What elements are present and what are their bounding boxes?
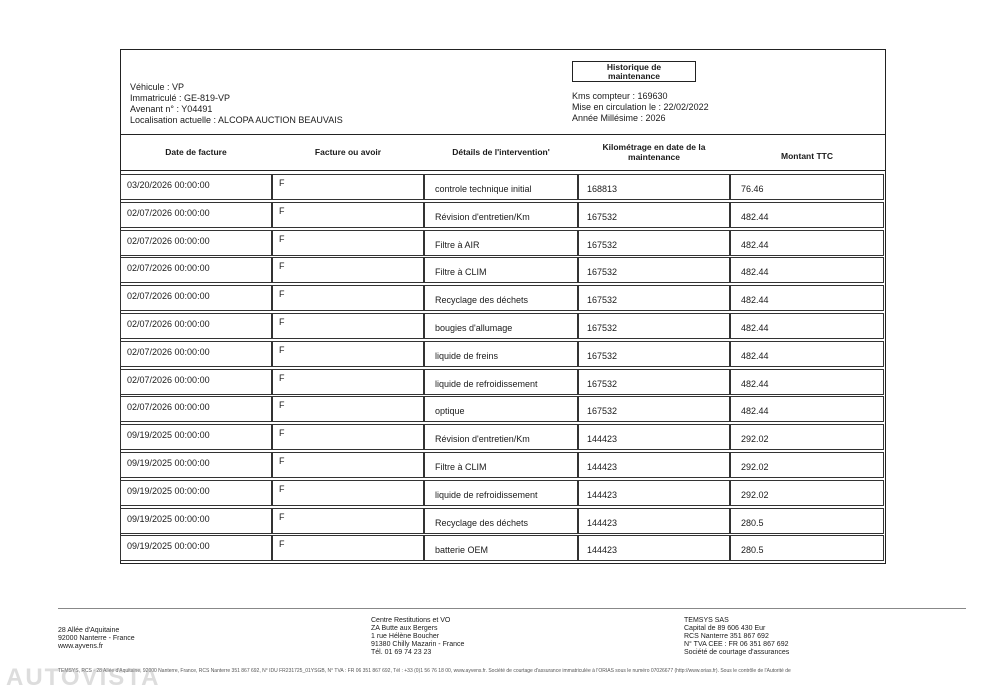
history-title-line2: maintenance bbox=[608, 71, 660, 81]
history-title-box bbox=[572, 61, 696, 82]
amount-cell-text: 292.02 bbox=[741, 462, 769, 472]
intervention-details-cell bbox=[424, 508, 578, 534]
invoice-type-cell bbox=[272, 341, 424, 367]
intervention-details-cell-text: Révision d'entretien/Km bbox=[435, 211, 530, 222]
invoice-date-cell-text: 02/07/2026 00:00:00 bbox=[127, 374, 210, 385]
mileage-cell bbox=[578, 202, 730, 228]
mileage-cell-text: 167532 bbox=[587, 323, 618, 333]
header-date: Date de facture bbox=[165, 147, 227, 157]
footer-right-line: RCS Nanterre 351 867 692 bbox=[684, 633, 769, 640]
amount-cell-text: 280.5 bbox=[741, 517, 764, 528]
table-row bbox=[120, 369, 886, 395]
invoice-date-cell bbox=[120, 257, 272, 283]
footer-right-line: N° TVA CEE : FR 06 351 867 692 bbox=[684, 641, 789, 648]
table-row bbox=[120, 535, 886, 561]
invoice-type-cell bbox=[272, 424, 424, 450]
intervention-details-cell bbox=[424, 257, 578, 283]
intervention-details-cell bbox=[424, 369, 578, 395]
invoice-type-cell-text: F bbox=[279, 205, 285, 216]
mileage-cell bbox=[578, 369, 730, 395]
mileage-cell-text: 167532 bbox=[587, 406, 618, 417]
footer-right-line: Société de courtage d'assurances bbox=[684, 649, 790, 656]
amount-cell-text: 482.44 bbox=[741, 211, 769, 222]
footer-divider bbox=[58, 608, 966, 609]
footer-address-center bbox=[371, 617, 464, 657]
invoice-type-cell-text: F bbox=[279, 400, 285, 411]
intervention-details-cell-text: batterie OEM bbox=[435, 545, 489, 556]
invoice-date-cell bbox=[120, 369, 272, 395]
intervention-details-cell-text: liquide de freins bbox=[435, 350, 499, 361]
amount-cell bbox=[730, 202, 884, 228]
invoice-date-cell bbox=[120, 285, 272, 311]
intervention-details-cell-text: controle technique initial bbox=[435, 184, 532, 194]
table-row bbox=[120, 174, 886, 200]
intervention-details-cell bbox=[424, 424, 578, 450]
amount-cell bbox=[730, 230, 884, 256]
amount-cell bbox=[730, 452, 884, 478]
header-mileage bbox=[578, 135, 730, 169]
footer-center-line: Centre Restitutions et VO bbox=[371, 617, 451, 624]
footer-center-line: Tél. 01 69 74 23 23 bbox=[371, 649, 432, 656]
intervention-details-cell-text: optique bbox=[435, 406, 465, 417]
amount-cell-text: 292.02 bbox=[741, 434, 769, 445]
intervention-details-cell-text: liquide de refroidissement bbox=[435, 489, 538, 500]
amount-cell bbox=[730, 285, 884, 311]
header-details: Détails de l'intervention' bbox=[452, 147, 550, 157]
footer-center-line: 1 rue Hélène Boucher bbox=[371, 633, 440, 640]
invoice-type-cell-text: F bbox=[279, 289, 285, 300]
invoice-type-cell bbox=[272, 480, 424, 506]
intervention-details-cell-text: Filtre à CLIM bbox=[435, 462, 487, 472]
amount-cell bbox=[730, 313, 884, 339]
vehicle-amendment: Avenant n° : Y04491 bbox=[130, 104, 213, 114]
watermark-logo: AUTOVISTA bbox=[6, 664, 161, 691]
invoice-type-cell bbox=[272, 257, 424, 283]
intervention-details-cell bbox=[424, 396, 578, 422]
invoice-type-cell bbox=[272, 508, 424, 534]
amount-cell-text: 482.44 bbox=[741, 406, 769, 417]
invoice-type-cell-text: F bbox=[279, 261, 285, 272]
intervention-details-cell bbox=[424, 230, 578, 256]
mileage-cell-text: 167532 bbox=[587, 239, 618, 250]
intervention-details-cell bbox=[424, 341, 578, 367]
invoice-date-cell-text: 09/19/2025 00:00:00 bbox=[127, 513, 210, 524]
amount-cell bbox=[730, 257, 884, 283]
mileage-cell bbox=[578, 313, 730, 339]
footer-address-left bbox=[58, 627, 135, 651]
table-row bbox=[120, 285, 886, 311]
intervention-details-cell bbox=[424, 535, 578, 561]
invoice-type-cell bbox=[272, 396, 424, 422]
invoice-date-cell bbox=[120, 313, 272, 339]
invoice-date-cell-text: 09/19/2025 00:00:00 bbox=[127, 430, 210, 441]
footer-left-line: 92000 Nanterre - France bbox=[58, 635, 135, 642]
mileage-cell bbox=[578, 480, 730, 506]
invoice-date-cell bbox=[120, 452, 272, 478]
mileage-cell-text: 144423 bbox=[587, 462, 618, 472]
table-row bbox=[120, 424, 886, 450]
header-mileage-line1: Kilométrage en date de la bbox=[602, 142, 706, 152]
invoice-date-cell-text: 02/07/2026 00:00:00 bbox=[127, 402, 210, 413]
invoice-type-cell-text: F bbox=[279, 511, 285, 522]
registration-date: Mise en circulation le : 22/02/2022 bbox=[572, 102, 709, 112]
invoice-date-cell bbox=[120, 341, 272, 367]
amount-cell bbox=[730, 535, 884, 561]
legal-notice: TEMSYS, RCS · 28 Allée d'Aquitaine, 92000 Nanterre, France, RCS Nanterre 351 867 692, N° IDU FR231725_01YSGB, N° TVA : FR 06 351 867 692, Tél : +33 (0)1 56 76 18 00, www.ayvens.fr. Société de courtage d'assurance immatriculée à l'ORIAS sous le numéro 07026677 (http://www.orias.fr). Sous le contrôle de l'Autorité de bbox=[58, 668, 791, 674]
invoice-date-cell bbox=[120, 396, 272, 422]
invoice-type-cell bbox=[272, 230, 424, 256]
mileage-cell bbox=[578, 452, 730, 478]
invoice-date-cell bbox=[120, 480, 272, 506]
invoice-type-cell-text: F bbox=[279, 344, 285, 355]
invoice-type-cell bbox=[272, 313, 424, 339]
amount-cell-text: 482.44 bbox=[741, 350, 769, 361]
invoice-type-cell bbox=[272, 535, 424, 561]
table-row bbox=[120, 202, 886, 228]
header-amount: Montant TTC bbox=[781, 151, 833, 161]
invoice-date-cell-text: 09/19/2025 00:00:00 bbox=[127, 485, 210, 496]
vehicle-summary bbox=[572, 91, 709, 124]
invoice-date-cell bbox=[120, 230, 272, 256]
invoice-date-cell-text: 02/07/2026 00:00:00 bbox=[127, 263, 210, 274]
invoice-type-cell-text: F bbox=[279, 233, 285, 244]
footer-center-line: ZA Butte aux Bergers bbox=[371, 625, 438, 632]
amount-cell-text: 482.44 bbox=[741, 267, 769, 278]
mileage-cell bbox=[578, 535, 730, 561]
invoice-date-cell bbox=[120, 202, 272, 228]
intervention-details-cell bbox=[424, 452, 578, 478]
amount-cell-text: 482.44 bbox=[741, 323, 769, 333]
invoice-date-cell-text: 02/07/2026 00:00:00 bbox=[127, 346, 210, 357]
footer-company-info bbox=[684, 617, 789, 657]
footer-left-line: 28 Allée d'Aquitaine bbox=[58, 627, 120, 634]
mileage-cell bbox=[578, 257, 730, 283]
table-row bbox=[120, 313, 886, 339]
table-row bbox=[120, 452, 886, 478]
odometer: Kms compteur : 169630 bbox=[572, 91, 668, 101]
mileage-cell-text: 144423 bbox=[587, 517, 618, 528]
intervention-details-cell bbox=[424, 174, 578, 200]
table-header bbox=[120, 134, 886, 171]
amount-cell bbox=[730, 424, 884, 450]
intervention-details-cell bbox=[424, 285, 578, 311]
vehicle-type: Véhicule : VP bbox=[130, 82, 185, 92]
amount-cell-text: 482.44 bbox=[741, 239, 769, 250]
invoice-type-cell-text: F bbox=[279, 428, 285, 439]
mileage-cell bbox=[578, 396, 730, 422]
vehicle-location: Localisation actuelle : ALCOPA AUCTION BEAUVAIS bbox=[130, 115, 343, 125]
invoice-type-cell-text: F bbox=[279, 456, 285, 466]
amount-cell bbox=[730, 508, 884, 534]
table-row bbox=[120, 230, 886, 256]
mileage-cell bbox=[578, 341, 730, 367]
invoice-date-cell-text: 02/07/2026 00:00:00 bbox=[127, 291, 210, 302]
invoice-type-cell-text: F bbox=[279, 372, 285, 383]
invoice-type-cell bbox=[272, 174, 424, 200]
header-mileage-line2: maintenance bbox=[628, 152, 680, 162]
footer-center-line: 91380 Chilly Mazarin - France bbox=[371, 641, 465, 648]
history-title-line1: Historique de bbox=[606, 62, 662, 72]
amount-cell bbox=[730, 480, 884, 506]
table-row bbox=[120, 508, 886, 534]
mileage-cell-text: 144423 bbox=[587, 434, 618, 445]
amount-cell bbox=[730, 174, 884, 200]
table-row bbox=[120, 257, 886, 283]
table-row bbox=[120, 480, 886, 506]
invoice-type-cell-text: F bbox=[279, 483, 285, 494]
intervention-details-cell-text: Recyclage des déchets bbox=[435, 517, 529, 528]
vehicle-plate: Immatriculé : GE-819-VP bbox=[130, 93, 231, 103]
amount-cell-text: 482.44 bbox=[741, 378, 769, 389]
mileage-cell bbox=[578, 230, 730, 256]
mileage-cell-text: 167532 bbox=[587, 295, 618, 306]
intervention-details-cell-text: Recyclage des déchets bbox=[435, 295, 529, 306]
invoice-date-cell-text: 02/07/2026 00:00:00 bbox=[127, 207, 210, 218]
intervention-details-cell-text: Filtre à CLIM bbox=[435, 267, 487, 278]
amount-cell-text: 280.5 bbox=[741, 545, 764, 556]
amount-cell bbox=[730, 369, 884, 395]
mileage-cell-text: 144423 bbox=[587, 489, 618, 500]
amount-cell-text: 76.46 bbox=[741, 184, 764, 194]
amount-cell bbox=[730, 341, 884, 367]
invoice-type-cell bbox=[272, 452, 424, 478]
footer-left-website: www.ayvens.fr bbox=[58, 643, 104, 650]
intervention-details-cell bbox=[424, 480, 578, 506]
intervention-details-cell-text: Révision d'entretien/Km bbox=[435, 434, 530, 445]
mileage-cell-text: 144423 bbox=[587, 545, 618, 556]
vehicle-info bbox=[130, 82, 343, 126]
mileage-cell bbox=[578, 508, 730, 534]
invoice-type-cell bbox=[272, 285, 424, 311]
invoice-date-cell-text: 09/19/2025 00:00:00 bbox=[127, 541, 210, 552]
intervention-details-cell bbox=[424, 202, 578, 228]
mileage-cell-text: 167532 bbox=[587, 378, 618, 389]
invoice-type-cell-text: F bbox=[279, 317, 285, 327]
invoice-date-cell bbox=[120, 535, 272, 561]
invoice-date-cell bbox=[120, 424, 272, 450]
amount-cell bbox=[730, 396, 884, 422]
footer-right-line: TEMSYS SAS bbox=[684, 617, 729, 624]
invoice-type-cell bbox=[272, 202, 424, 228]
intervention-details-cell-text: liquide de refroidissement bbox=[435, 378, 538, 389]
mileage-cell-text: 167532 bbox=[587, 267, 618, 278]
mileage-cell-text: 168813 bbox=[587, 184, 618, 194]
invoice-date-cell-text: 09/19/2025 00:00:00 bbox=[127, 458, 210, 468]
mileage-cell bbox=[578, 285, 730, 311]
invoice-date-cell-text: 03/20/2026 00:00:00 bbox=[127, 180, 210, 190]
model-year: Année Millésime : 2026 bbox=[572, 113, 666, 123]
invoice-date-cell bbox=[120, 508, 272, 534]
table-row bbox=[120, 341, 886, 367]
intervention-details-cell bbox=[424, 313, 578, 339]
table-row bbox=[120, 396, 886, 422]
intervention-details-cell-text: Filtre à AIR bbox=[435, 239, 480, 250]
header-invoice-type: Facture ou avoir bbox=[314, 147, 382, 157]
mileage-cell bbox=[578, 174, 730, 200]
mileage-cell-text: 167532 bbox=[587, 211, 618, 222]
amount-cell-text: 292.02 bbox=[741, 489, 769, 500]
amount-cell-text: 482.44 bbox=[741, 295, 769, 306]
invoice-date-cell-text: 02/07/2026 00:00:00 bbox=[127, 319, 210, 329]
invoice-type-cell-text: F bbox=[279, 539, 285, 550]
intervention-details-cell-text: bougies d'allumage bbox=[435, 323, 513, 333]
invoice-date-cell-text: 02/07/2026 00:00:00 bbox=[127, 235, 210, 246]
mileage-cell bbox=[578, 424, 730, 450]
invoice-type-cell-text: F bbox=[279, 178, 285, 188]
invoice-type-cell bbox=[272, 369, 424, 395]
footer-right-line: Capital de 89 606 430 Eur bbox=[684, 625, 766, 632]
invoice-date-cell bbox=[120, 174, 272, 200]
mileage-cell-text: 167532 bbox=[587, 350, 618, 361]
